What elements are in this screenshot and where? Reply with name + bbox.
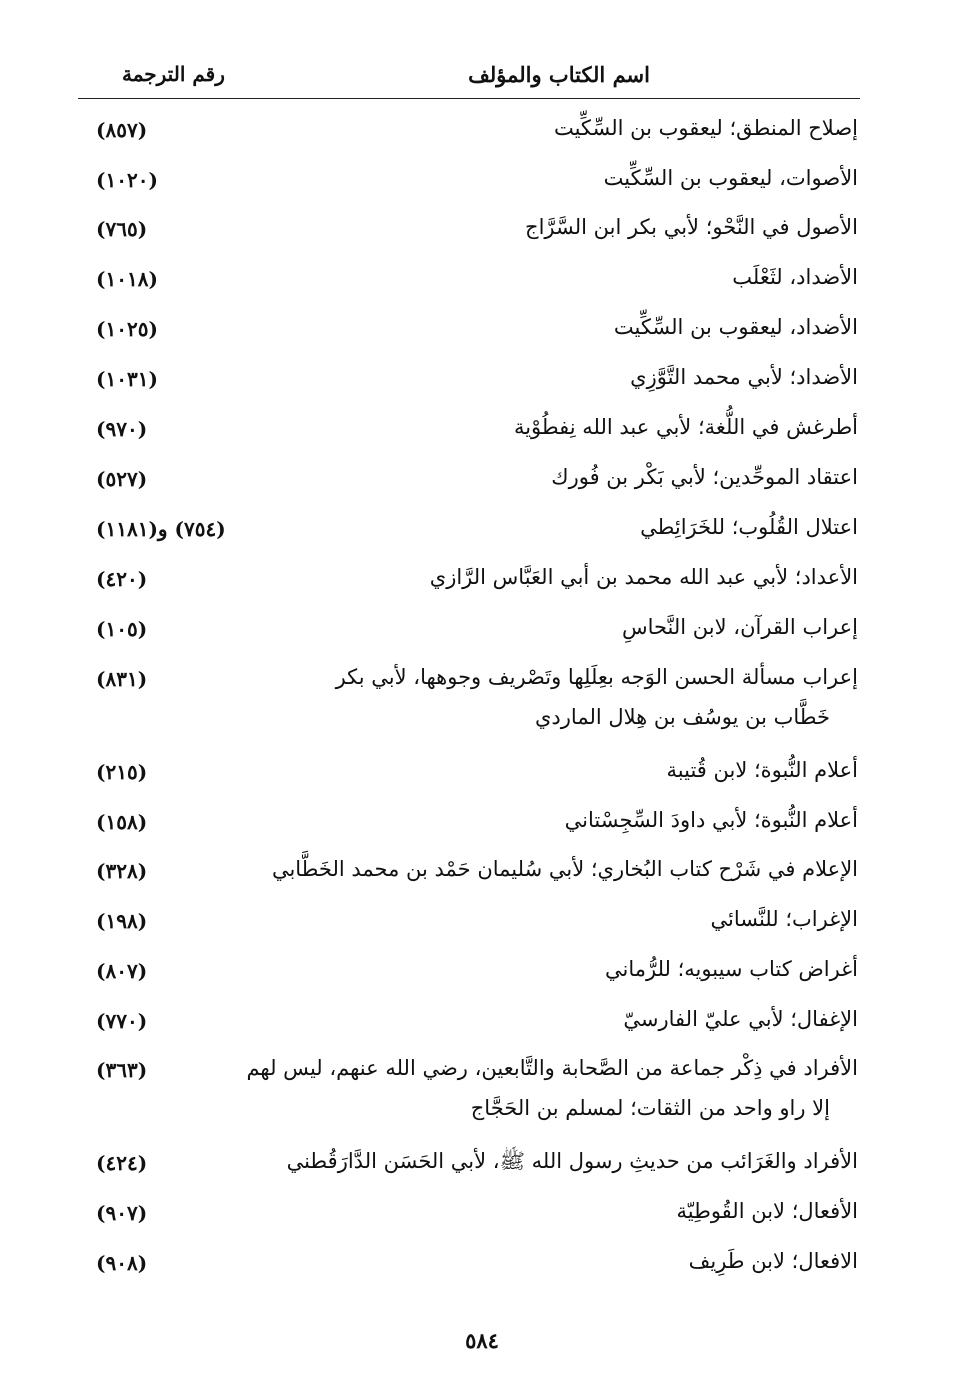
entry-title: أعلام النُّبوة؛ لأبي داودَ السِّجِسْتاني [564, 808, 858, 832]
entry-number: (٥٢٧) [96, 467, 148, 491]
entry-title: إعراب القرآن، لابن النَّحاسِ [621, 615, 858, 639]
entry-number: (١٠٢٠) [96, 168, 158, 192]
entry-title-continuation: خَطَّاب بن يوسُف بن هِلال الماردي [534, 705, 830, 729]
entry-title: أعلام النُّبوة؛ لابن قُتيبة [666, 758, 858, 782]
entry-number: (٨٥٧) [96, 118, 148, 142]
entry-number: (١٠١٨) [96, 267, 158, 291]
entry-title: الأفعال؛ لابن القُوطِيّة [676, 1199, 858, 1223]
entry-title-line: الأفراد في ذِكْر جماعة من الصَّحابة والتَّابعين، رضي الله عنهم، ليس لهم [246, 1056, 858, 1080]
entry-number: (٩٠٨) [96, 1251, 148, 1275]
entry-number: (٩٠٧) [96, 1201, 148, 1225]
column-header-title: اسم الكتاب والمؤلف [468, 62, 650, 87]
entry-title [246, 1048, 858, 1128]
entry-title: الأصوات، ليعقوب بن السِّكِّيت [603, 166, 858, 190]
entry-number: (٢١٥) [96, 760, 148, 784]
entry-title-continuation: إلا راو واحد من الثقات؛ لمسلم بن الحَجَّاج [470, 1096, 830, 1120]
entry-title: الافعال؛ لابن طَرِيف [688, 1249, 858, 1273]
entry-title: أغراض كتاب سيبويه؛ للرُّماني [605, 957, 858, 981]
entry-title: الإغفال؛ لأبي عليّ الفارسيّ [623, 1007, 858, 1031]
entry-number: (٨٠٧) [96, 959, 148, 983]
entry-number: (٤٢٠) [96, 567, 148, 591]
entry-number: (٧٥٤) و(١١٨١) [96, 517, 226, 541]
entry-title: اعتلال القُلُوب؛ للخَرَائِطي [640, 515, 858, 539]
entry-number: (١٠٢٥) [96, 317, 158, 341]
entry-number: (١٠٣١) [96, 367, 158, 391]
entry-title: الأعداد؛ لأبي عبد الله محمد بن أبي العَبَّاس الرَّازي [429, 565, 858, 589]
page-number: ٥٨٤ [465, 1328, 499, 1353]
entry-title: إصلاح المنطق؛ ليعقوب بن السِّكِّيت [553, 116, 858, 140]
entry-number: (١٠٥) [96, 617, 148, 641]
entry-number: (٨٣١) [96, 667, 148, 691]
entry-number: (٤٢٤) [96, 1151, 148, 1175]
entry-number: (٧٦٥) [96, 217, 148, 241]
entry-title: أطرغش في اللُّغة؛ لأبي عبد الله نِفطُوْية [513, 415, 858, 439]
column-header-number: رقم الترجمة [122, 62, 225, 86]
entry-number: (١٥٨) [96, 810, 148, 834]
entry-number: (٣٢٨) [96, 859, 148, 883]
entry-title: الأفراد والغَرَائب من حديثِ رسول الله ﷺ، لأبي الحَسَن الدَّارَقُطني [286, 1149, 858, 1173]
entry-number: (٩٧٠) [96, 417, 148, 441]
entry-number: (٧٧٠) [96, 1009, 148, 1033]
entry-title: الأضداد؛ لأبي محمد التَّوَّزِي [630, 365, 858, 389]
entry-title: الأضداد، لثَعْلَب [732, 265, 858, 289]
entry-title: الإعلام في شَرْح كتاب البُخاري؛ لأبي سُليمان حَمْد بن محمد الخَطَّابي [271, 857, 858, 881]
entry-title: الأصول في النَّحْو؛ لأبي بكر ابن السَّرَّاج [525, 215, 858, 239]
entry-title-line: إعراب مسألة الحسن الوَجه بعِلَلِها وتَصْريف وجوهها، لأبي بكر [335, 665, 858, 689]
entry-title: الإغراب؛ للنَّسائي [710, 907, 858, 931]
entry-number: (٣٦٣) [96, 1058, 148, 1082]
entry-title: اعتقاد الموحِّدين؛ لأبي بَكْر بن فُورك [551, 465, 858, 489]
entry-number: (١٩٨) [96, 909, 148, 933]
entry-title [246, 657, 858, 737]
entry-title: الأضداد، ليعقوب بن السِّكِّيت [613, 315, 858, 339]
